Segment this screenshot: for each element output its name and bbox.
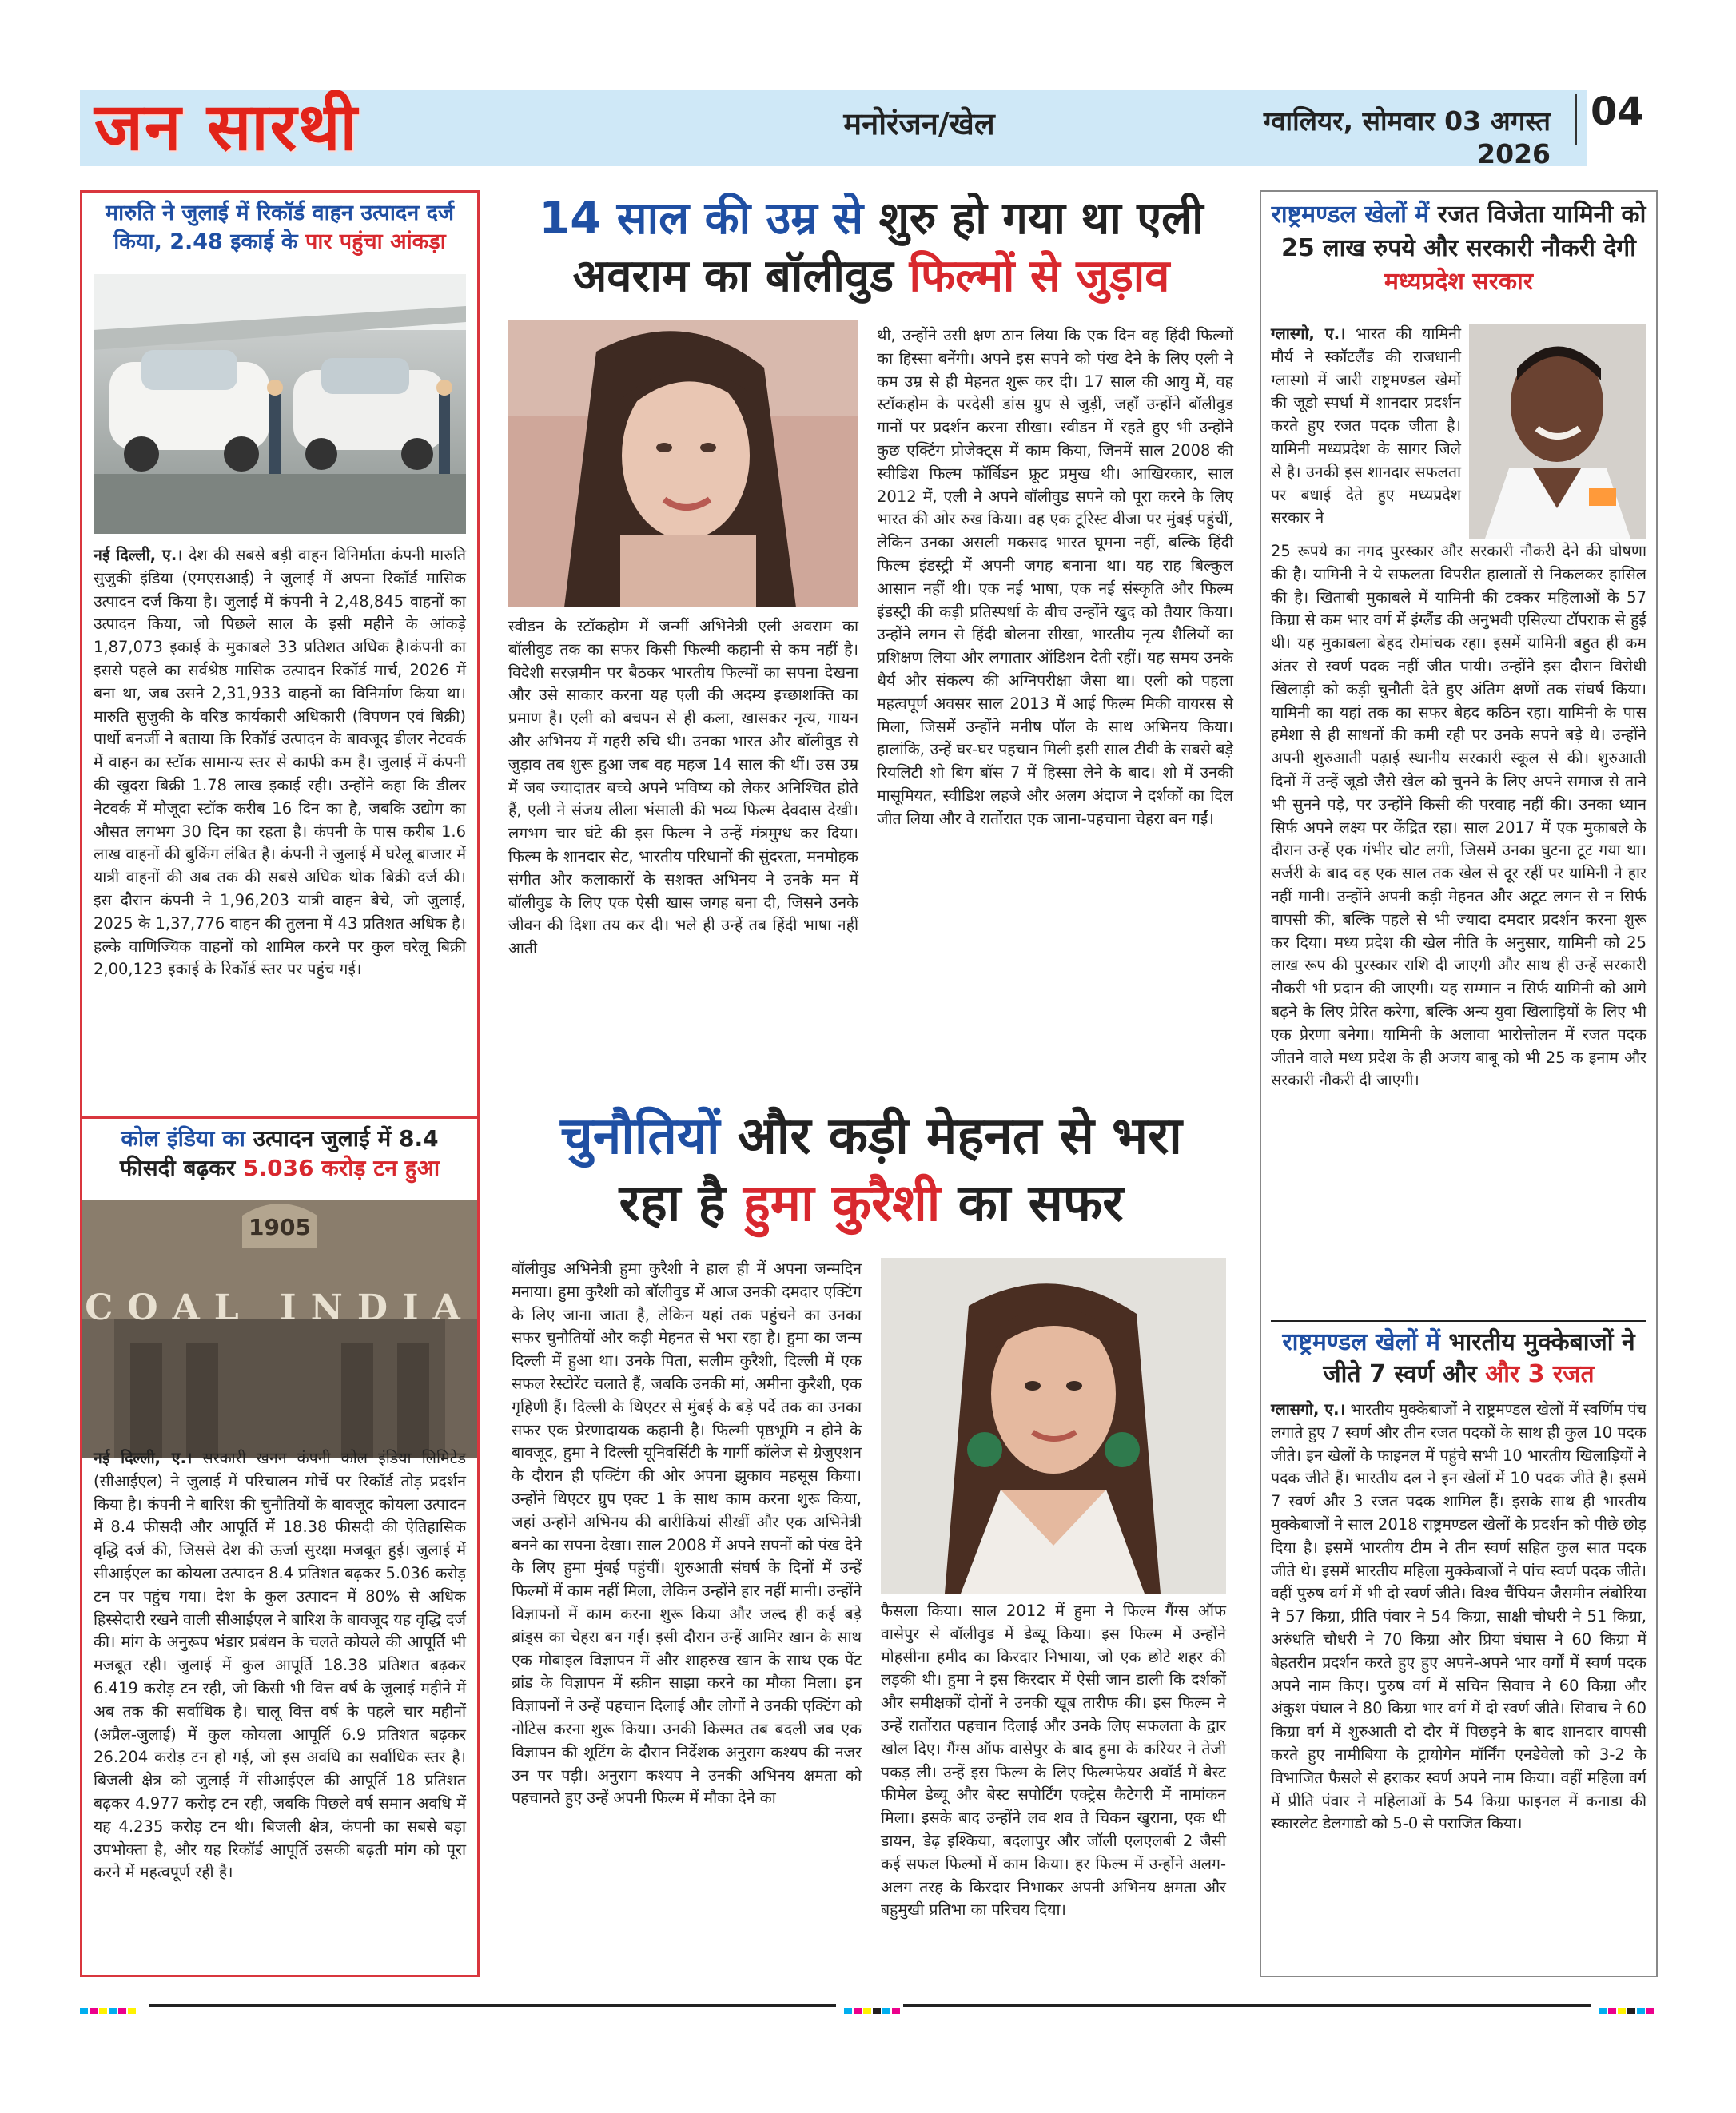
page-number: 04 <box>1591 90 1644 134</box>
boxing-headline: राष्ट्रमण्डल खेलों में भारतीय मुक्केबाजों ने जीते 7 स्वर्ण और और 3 रजत <box>1282 1328 1635 1388</box>
yamini-body-intro: ग्लास्गो, ए.। भारत की यामिनी मौर्य ने स्कॉटलैंड की राजधानी ग्लास्गो में जारी राष्ट्रमण्डल खेमों की जूडो स्पर्धा में शानदार प्रदर्शन करते हुए रजत पदक जीता है। यामिनी मध्यप्रदेश के सागर जिले से है। उनकी इस शानदार सफलता पर बधाई देते हुए मध्यप्रदेश सरकार ने <box>1271 324 1461 527</box>
newspaper-logo: जन सारथी <box>94 90 359 165</box>
section-title: मनोरंजन/खेल <box>843 106 995 141</box>
huma-qureshi-body-col1: बॉलीवुड अभिनेत्री हुमा कुरैशी ने हाल ही में अपना जन्मदिन मनाया। हुमा कुरैशी को बॉलीवुड में आज उनकी दमदार एक्टिंग के लिए जाना जाता है, लेकिन यहां तक पहुंचने का उनका सफर चुनौतियों और कड़ी मेहनत से भरा रहा है। हुमा का जन्म दिल्ली में हुआ था। उनके पिता, सलीम कुरैशी, दिल्ली में एक सफल रेस्टोरेंट चलाते हैं, जबकि उनकी मां, अमीना कुरैशी, एक गृहिणी हैं। दिल्ली के थिएटर से मुंबई के बड़े पर्दे तक का उनका सफर एक प्रेरणादायक कहानी है। फिल्मी पृष्ठभूमि न होने के बावजूद, हुमा ने दिल्ली यूनिवर्सिटी के गार्गी कॉलेज से ग्रेजुएशन के दौरान ही एक्टिंग की ओर अपना झुकाव महसूस किया। उन्होंने थिएटर ग्रुप एक्ट 1 के साथ काम करना शुरू किया, जहां उन्होंने अभिनय की बारीकियां सीखीं और एक अभिनेत्री बनने का सपना देखा। साल 2008 में अपने सपनों को पंख देने के लिए हुमा मुंबई पहुंचीं। शुरुआती संघर्ष के दिनों में उन्हें फिल्मों में काम नहीं मिला, लेकिन उन्होंने हार नहीं मानी। उन्होंने विज्ञापनों में काम करना शुरू किया और जल्द ही कई बड़े ब्रांड्स का चेहरा बन गईं। इसी दौरान उन्हें आमिर खान के साथ एक मोबाइल विज्ञापन में और शाहरुख खान के साथ एक पेंट ब्रांड के विज्ञापन में स्क्रीन साझा करने का मौका मिला। इन विज्ञापनों ने उन्हें पहचान दिलाई और लोगों ने उनकी एक्टिंग को नोटिस करना शुरू किया। उनकी किस्मत तब बदली जब एक विज्ञापन की शूटिंग के दौरान निर्देशक अनुराग कश्यप की नजर उन पर पड़ी। अनुराग कश्यप ने उनकी अभिनय क्षमता को पहचानते हुए उन्हें अपनी फिल्म में मौका देने का <box>512 1259 862 1808</box>
yamini-body: 25 रूपये का नगद पुरस्कार और सरकारी नौकरी देने की घोषणा की है। यामिनी ने ये सफलता विपरीत हालातों से निकलकर हासिल की है। खिताबी मुकाबले में यामिनी की टक्कर महिलाओं के 57 किग्रा से कम भार वर्ग में इंग्लैंड की अनुभवी एसिल्या टॉपराक से हुई थी। यह मुकाबला बेहद रोमांचक रहा। इसमें यामिनी बहुत ही कम अंतर से स्वर्ण पदक नहीं जीत पायी। उन्होंने इस दौरान विरोधी खिलाड़ी को कड़ी चुनौती देते हुए अंतिम क्षणों तक संघर्ष किया। यामिनी का यहां तक का सफर बेहद कठिन रहा। यामिनी के पास हमेशा से ही साधनों की कमी रही पर उनके सपने बड़े थे। उन्होंने अपनी शुरुआती पढ़ाई स्थानीय सरकारी स्कूल से की। शुरुआती दिनों में उन्हें जूडो जैसे खेल को चुनने के लिए अपने समाज से ताने भी सुनने पड़े, पर उन्होंने किसी की परवाह नहीं की। उनका ध्यान सिर्फ अपने लक्ष्य पर केंद्रित रहा। साल 2017 में एक मुकाबले के दौरान उन्हें एक गंभीर चोट लगी, जिसमें उनका घुटना टूट गया था। सर्जरी के बाद वह एक साल तक खेल से दूर रहीं पर यामिनी ने हार नहीं मानी। उन्होंने अपनी कड़ी मेहनत और अटूट लगन से न सिर्फ वापसी की, बल्कि पहले से भी ज्यादा दमदार प्रदर्शन करना शुरू कर दिया। मध्य प्रदेश की खेल नीति के अनुसार, यामिनी को 25 लाख रूप की पुरस्कार राशि दी जाएगी और साथ ही उन्हें सरकारी नौकरी भी प्रदान की जाएगी। यह सम्मान न सिर्फ यामिनी को आगे बढ़ने के लिए प्रेरित करेगा, बल्कि अन्य युवा खिलाड़ियों के लिए भी एक प्रेरणा बनेगा। यामिनी के अलावा भारोत्तोलन में रजत पदक जीतने वाले मध्य प्रदेश के ही अजय बाबू को भी 25 क इनाम और सरकारी नौकरी दी जाएगी। <box>1271 542 1646 1090</box>
huma-qureshi-headline: चुनौतियों और कड़ी मेहनत से भरा रहा है हुमा कुरैशी का सफर <box>560 1107 1182 1233</box>
print-registration-dots <box>80 2002 137 2017</box>
footer-rule-left <box>149 2004 836 2007</box>
masthead-divider <box>1575 94 1577 145</box>
maruti-body: नई दिल्ली, ए.। देश की सबसे बड़ी वाहन विनिर्माता कंपनी मारुति सुजुकी इंडिया (एमएसआई) ने जुलाई में अपना रिकॉर्ड मासिक उत्पादन दर्ज किया है। जुलाई में कंपनी ने 2,48,845 वाहनों का उत्पादन किया, जो पिछले साल के इसी महीने के आंकड़े 1,87,073 इकाई के मुकाबले 33 प्रतिशत अधिक है।कंपनी का इससे पहले का सर्वश्रेष्ठ मासिक उत्पादन रिकॉर्ड मार्च, 2026 में बना था, जब उसने 2,31,933 वाहनों का विनिर्माण किया था। मारुति सुजुकी के वरिष्ठ कार्यकारी अधिकारी (विपणन एवं बिक्री) पार्थो बनर्जी ने बताया कि रिकॉर्ड उत्पादन के बावजूद डीलर नेटवर्क में वाहन का स्टॉक सामान्य स्तर से काफी कम है। जुलाई में कंपनी की खुदरा बिक्री 1.78 लाख इकाई रही। उन्होंने कहा कि डीलर नेटवर्क में मौजूदा स्टॉक करीब 16 दिन का है, जबकि उद्योग का औसत लगभग 30 दिन का रहता है। कंपनी के पास करीब 1.6 लाख वाहनों की बुकिंग लंबित है। कंपनी ने जुलाई में घरेलू बाजार में यात्री वाहनों की अब तक की सबसे अधिक थोक बिक्री दर्ज की। इस दौरान कंपनी ने 1,96,203 यात्री वाहन बेचे, जो जुलाई, 2025 के 1,37,776 वाहन की तुलना में 43 प्रतिशत अधिक है। हल्के वाणिज्यिक वाहनों को शामिल करने पर कुल घरेलू बिक्री 2,00,123 इकाई के रिकॉर्ड स्तर पर पहुंच गई। <box>94 546 467 979</box>
maruti-article-box <box>80 190 480 1119</box>
coal-india-building-photo <box>82 1200 477 1458</box>
elli-avram-body-col2: थी, उन्होंने उसी क्षण ठान लिया कि एक दिन वह हिंदी फिल्मों का हिस्सा बनेंगी। अपने इस सपने को पंख देने के लिए एली ने कम उम्र से ही मेहनत शुरू कर दी। 17 साल की आयु में, वह स्टॉकहोम के परदेसी डांस ग्रुप से जुड़ीं, जहाँ उन्होंने बॉलीवुड गानों पर प्रदर्शन करना सीखा। स्वीडन में रहते हुए भी उन्होंने कुछ एक्टिंग प्रोजेक्ट्स में काम किया, जिनमें साल 2008 की स्वीडिश फिल्म फॉर्बिडन फ्रूट प्रमुख थी। आखिरकार, साल 2012 में, एली ने अपने बॉलीवुड सपने को पूरा करने के लिए भारत की ओर रुख किया। वह एक टूरिस्ट वीजा पर मुंबई पहुंचीं, लेकिन उनका असली मकसद भारत घूमना नहीं, बल्कि हिंदी फिल्म इंडस्ट्री में अपनी जगह बनाना था। यह राह बिल्कुल आसान नहीं थी। एक नई भाषा, एक नई संस्कृति और फिल्म इंडस्ट्री की कड़ी प्रतिस्पर्धा के बीच उन्होंने खुद को तैयार किया। उन्होंने लगन से हिंदी बोलना सीखा, भारतीय नृत्य शैलियों का प्रशिक्षण लिया और लगातार ऑडिशन देती रहीं। यह समय उनके धैर्य और संकल्प की अग्निपरीक्षा जैसा था। एली को पहला महत्वपूर्ण अवसर साल 2013 में आई फिल्म मिकी वायरस से मिला, जिसमें उन्होंने मनीष पॉल के साथ अभिनय किया। हालांकि, उन्हें घर-घर पहचान मिली इसी साल टीवी के सबसे बड़े रियलिटी शो बिग बॉस 7 में हिस्सा लेने के बाद। शो में उनकी मासूमियत, स्वीडिश लहजे और अलग अंदाज ने दर्शकों का दिल जीत लिया और वे रातोंरात एक जाना-पहचाना चेहरा बन गईं। <box>877 326 1233 828</box>
building-year-text: 1905 <box>249 1214 311 1240</box>
print-registration-dots-right <box>1599 2002 1656 2017</box>
elli-avram-headline: 14 साल की उम्र से शुरु हो गया था एली अवराम का बॉलीवुड फिल्मों से जुड़ाव <box>539 193 1204 302</box>
elli-avram-photo <box>508 320 858 607</box>
coal-india-article-box <box>80 1116 480 1977</box>
coal-india-sign: COAL INDIA <box>85 1287 475 1328</box>
print-registration-dots-center <box>844 2002 902 2017</box>
huma-qureshi-photo <box>881 1258 1226 1594</box>
car-factory-photo <box>94 274 466 534</box>
yamini-judoka-photo <box>1469 324 1646 539</box>
huma-qureshi-body-col2: फैसला किया। साल 2012 में हुमा ने फिल्म गैंग्स ऑफ वासेपुर से बॉलीवुड में डेब्यू किया। इस फिल्म में उन्होंने मोहसीना हमीद का किरदार निभाया, जो एक छोटे शहर की लड़की थी। हुमा ने इस किरदार में ऐसी जान डाली कि दर्शकों और समीक्षकों दोनों ने उनकी खूब तारीफ की। इस फिल्म ने उन्हें रातोंरात पहचान दिलाई और उनके लिए सफलता के द्वार खोल दिए। गैंग्स ऑफ वासेपुर के बाद हुमा के करियर ने तेजी पकड़ ली। उन्हें इस फिल्म के लिए फिल्मफेयर अवॉर्ड में बेस्ट फीमेल डेब्यू और बेस्ट सपोर्टिंग एक्ट्रेस कैटेगरी में नामांकन मिला। इसके बाद उन्होंने लव शव ते चिकन खुराना, एक थी डायन, डेढ़ इश्किया, बदलापुर और जॉली एलएलबी 2 जैसी कई सफल फिल्मों में काम किया। हर फिल्म में उन्होंने अलग-अलग तरह के किरदार निभाकर अपनी अभिनय क्षमता और बहुमुखी प्रतिभा का परिचय दिया। <box>881 1602 1226 1920</box>
right-column-divider <box>1271 1320 1646 1322</box>
footer-rule-right <box>903 2004 1591 2007</box>
issue-dateline: ग्वालियर, सोमवार 03 अगस्त 2026 <box>1263 105 1551 169</box>
maruti-headline: मारुति ने जुलाई में रिकॉर्ड वाहन उत्पादन दर्ज किया, 2.48 इकाई के पार पहुंचा आंकड़ा <box>105 201 455 254</box>
yamini-headline: राष्ट्रमण्डल खेलों में रजत विजेता यामिनी को 25 लाख रुपये और सरकारी नौकरी देगी मध्यप्रदेश सरकार <box>1271 201 1646 296</box>
coal-india-body: नई दिल्ली, ए.। सरकारी खनन कंपनी कोल इंडिया लिमिटेड (सीआईएल) ने जुलाई में परिचालन मोर्चे पर रिकॉर्ड तोड़ प्रदर्शन किया है। कंपनी ने बारिश की चुनौतियों के बावजूद कोयला उत्पादन में 8.4 फीसदी और आपूर्ति में 18.38 फीसदी की ऐतिहासिक वृद्धि दर्ज की, जिससे देश की ऊर्जा सुरक्षा मजबूत हुई। जुलाई में सीआईएल का कोयला उत्पादन 8.4 प्रतिशत बढ़कर 5.036 करोड़ टन पर पहुंच गया। देश के कुल उत्पादन में 80% से अधिक हिस्सेदारी रखने वाली सीआईएल ने बारिश के बावजूद यह वृद्धि दर्ज की। मांग के अनुरूप भंडार प्रबंधन के चलते कोयले की आपूर्ति भी मजबूत रही। जुलाई में कुल आपूर्ति 18.38 प्रतिशत बढ़कर 6.419 करोड़ टन रही, जो किसी भी वित्त वर्ष के जुलाई महीने में अब तक की सर्वाधिक है। चालू वित्त वर्ष के पहले चार महीनों (अप्रैल-जुलाई) में कुल कोयला आपूर्ति 6.9 प्रतिशत बढ़कर 26.204 करोड़ टन हो गई, जो इस अवधि का सर्वाधिक स्तर है। बिजली क्षेत्र को जुलाई में सीआईएल की आपूर्ति 18 प्रतिशत बढ़कर 4.977 करोड़ टन रही, जबकि पिछले वर्ष समान अवधि में यह 4.235 करोड़ टन थी। बिजली क्षेत्र, कंपनी का सबसे बड़ा उपभोक्ता है, और यह रिकॉर्ड आपूर्ति उसकी बढ़ती मांग को पूरा करने में महत्वपूर्ण रही है। <box>94 1449 467 1882</box>
coal-india-headline: कोल इंडिया का उत्पादन जुलाई में 8.4 फीसदी बढ़कर 5.036 करोड़ टन हुआ <box>119 1125 440 1181</box>
elli-avram-body-col1: स्वीडन के स्टॉकहोम में जन्मीं अभिनेत्री एली अवराम का बॉलीवुड तक का सफर किसी फिल्मी कहानी से कम नहीं है। विदेशी सरज़मीन पर बैठकर भारतीय फिल्मों का सपना देखना और उसे साकार करना यह एली की अदम्य इच्छाशक्ति का प्रमाण है। एली को बचपन से ही कला, खासकर नृत्य, गायन और अभिनय में गहरी रुचि थी। उनका भारत और बॉलीवुड से जुड़ाव तब शुरू हुआ जब वह महज 14 साल की थीं। उस उम्र में जब ज्यादातर बच्चे अपने भविष्य को लेकर अनिश्चित होते हैं, एली ने संजय लीला भंसाली की भव्य फिल्म देवदास देखी। लगभग चार घंटे की इस फिल्म ने उन्हें मंत्रमुग्ध कर दिया। फिल्म के शानदार सेट, भारतीय परिधानों की सुंदरता, मनमोहक संगीत और कलाकारों के सशक्त अभिनय ने उनके मन में बॉलीवुड के लिए एक ऐसी खास जगह बना दी, जिसने उनके जीवन की दिशा तय कर दी। भले ही उन्हें तब हिंदी भाषा नहीं आती <box>508 617 858 958</box>
boxing-body: ग्लासगो, ए.। भारतीय मुक्केबाजों ने राष्ट्रमण्डल खेलों में स्वर्णिम पंच लगाते हुए 7 स्वर्ण और तीन रजत पदकों के साथ ही कुल 10 पदक जीते। इन खेलों के फाइनल में पहुंचे सभी 10 भारतीय खिलाड़ियों ने पदक जीते हैं। भारतीय दल ने इन खेलों में 10 पदक जीते है। इसमें 7 स्वर्ण और 3 रजत पदक शामिल हैं। इसके साथ ही भारतीय मुक्केबाजों ने साल 2018 राष्ट्रमण्डल खेलों के प्रदर्शन को पीछे छोड़ दिया है। इसमें भारतीय टीम ने तीन स्वर्ण सहित कुल सात पदक जीते थे। इसमें भारतीय महिला मुक्केबाजों ने पांच स्वर्ण पदक जीते। वहीं पुरुष वर्ग में भी दो स्वर्ण जीते। विश्व चैंपियन जैसमीन लंबोरिया ने 57 किग्रा, प्रीति पंवार ने 54 किग्रा, साक्षी चौधरी ने 51 किग्रा, अरुंधति चौधरी ने 70 किग्रा और प्रिया घंघास ने 60 किग्रा में बेहतरीन प्रदर्शन करते हुए हुए अपने-अपने भार वर्गों में स्वर्ण पदक अपने नाम किए। पुरुष वर्ग में सचिन सिवाच ने 60 किग्रा और अंकुश पंघाल ने 80 किग्रा भार वर्ग में दो स्वर्ण जीते। सिवाच ने 60 किग्रा वर्ग में शुरुआती दो दौर में पिछड़ने के बाद शानदार वापसी करते हुए नामीबिया के ट्रायोगेन मॉर्निंग एनडेवेलो को 3-2 के विभाजित फैसले से हराकर स्वर्ण अपने नाम किया। वहीं महिला वर्ग में प्रीति पंवार ने महिलाओं के 54 किग्रा फाइनल में कनाडा की स्कारलेट डेलगाडो को 5-0 से पराजित किया। <box>1271 1400 1646 1833</box>
